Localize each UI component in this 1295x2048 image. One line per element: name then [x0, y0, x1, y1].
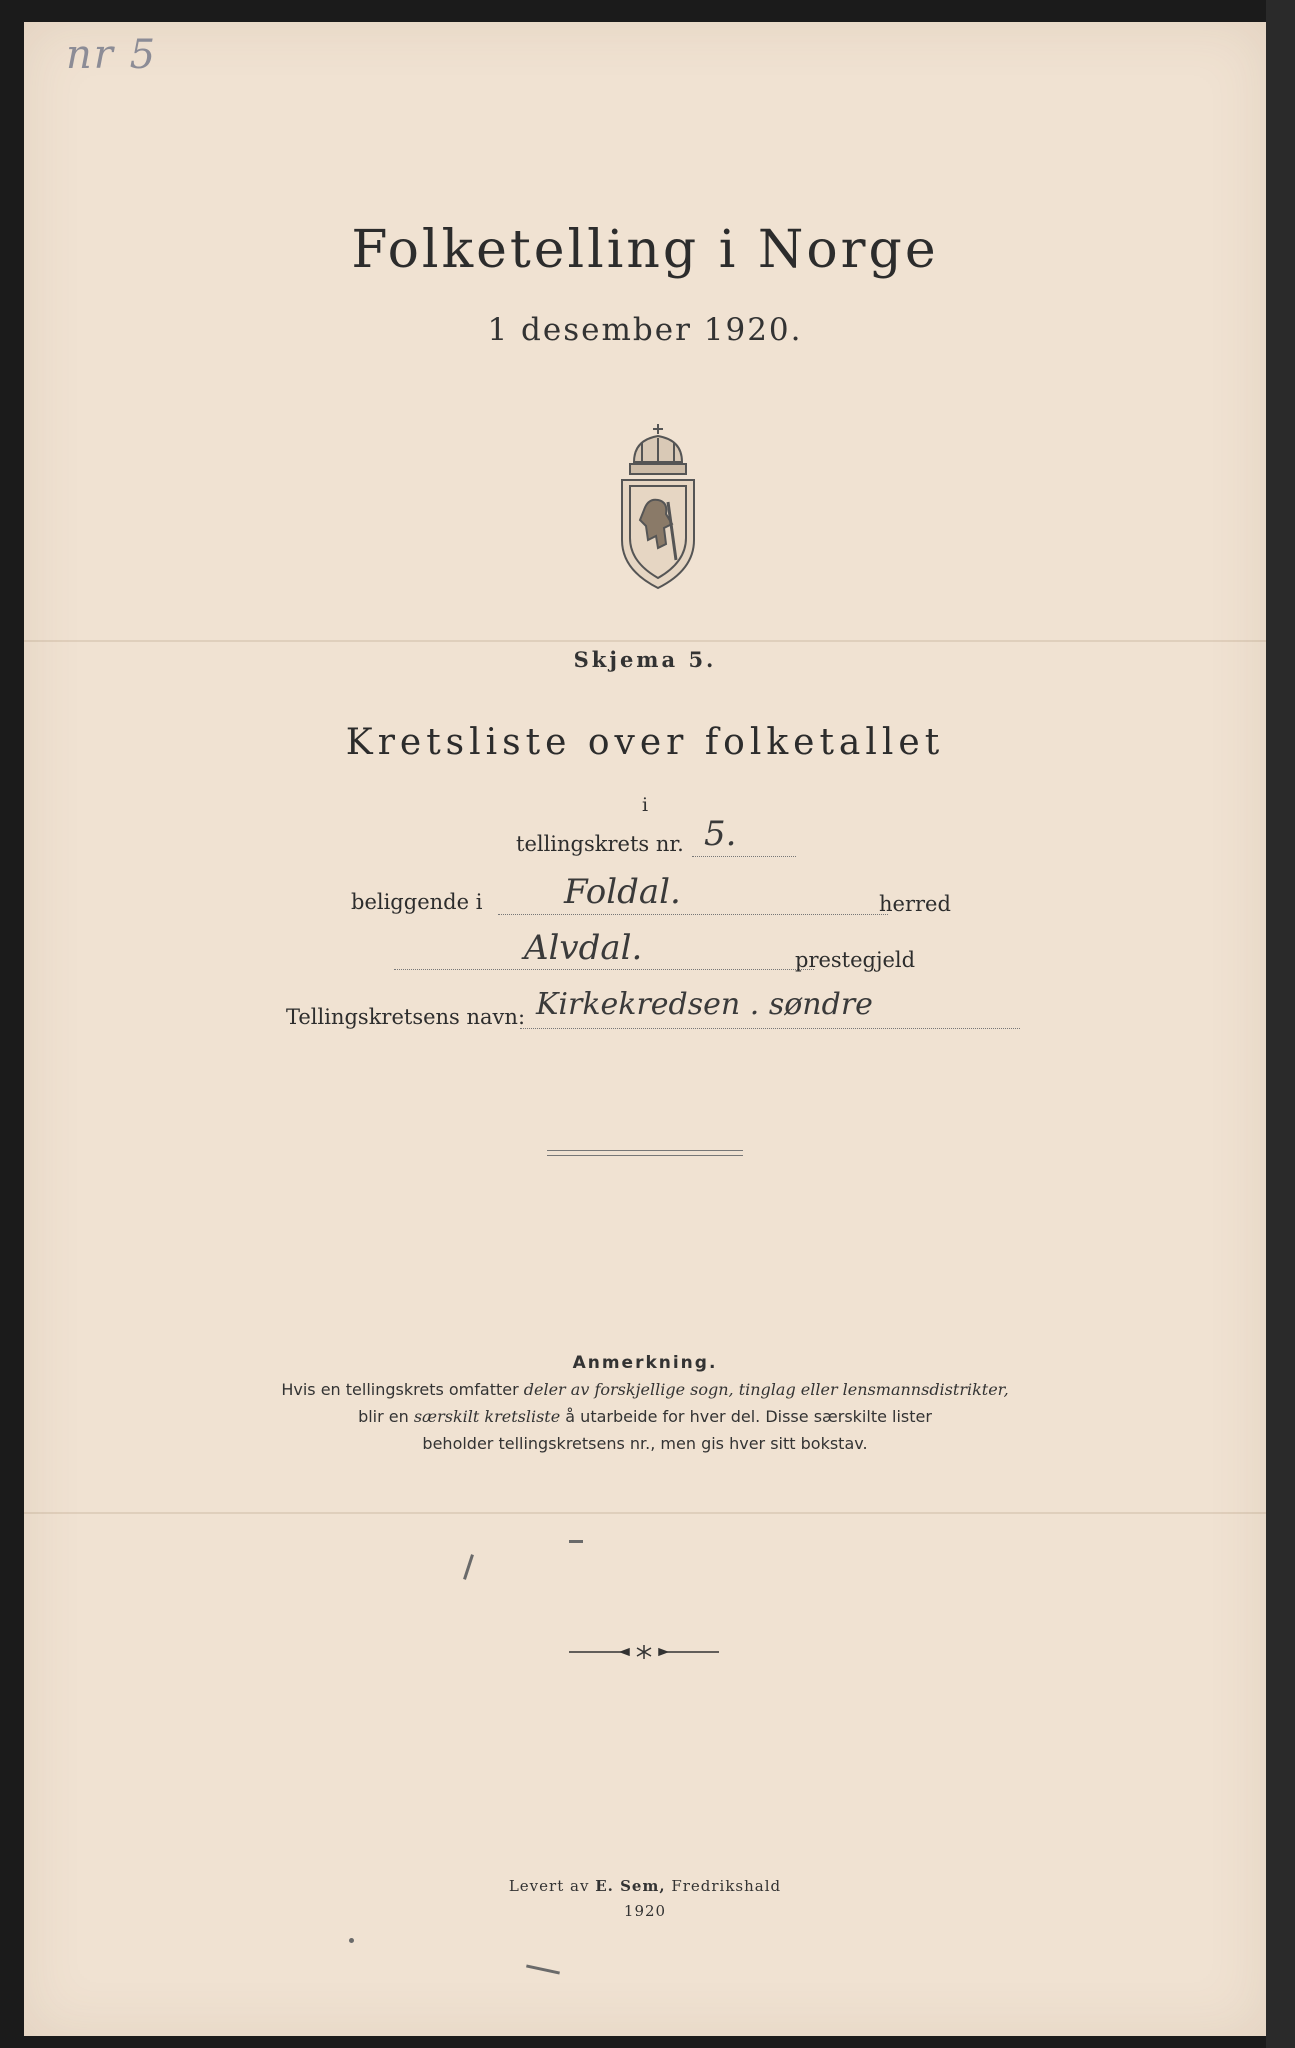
- census-date: 1 desember 1920.: [487, 312, 803, 348]
- census-form-page: [24, 22, 1266, 2036]
- krets-number-line: [692, 856, 796, 857]
- krets-name-value: Kirkekredsen . søndre: [536, 987, 873, 1022]
- corner-handwritten-note: nr 5: [66, 32, 158, 78]
- printer-prefix: Levert av: [508, 1877, 596, 1895]
- form-title: Folketelling i Norge: [351, 220, 939, 280]
- paper-fold: [24, 640, 1266, 642]
- schema-number: Skjema 5.: [573, 647, 717, 672]
- krets-name-label: Tellingskretsens navn:: [286, 1005, 526, 1029]
- krets-name-line: [520, 1028, 1020, 1029]
- herred-value: Foldal.: [564, 872, 681, 912]
- paper-fold: [24, 1512, 1266, 1514]
- remark-heading: Anmerkning.: [572, 1353, 718, 1373]
- prestegjeld-line: [394, 969, 814, 970]
- remark-line-2: [24, 1407, 1266, 1426]
- print-year: 1920: [623, 1902, 667, 1920]
- remark-emphasis: deler av forskjellige sogn, tinglag eller lensmannsdistrikter,: [523, 1380, 1009, 1399]
- remark-line-1: [24, 1380, 1266, 1399]
- ink-spot: [349, 1938, 354, 1943]
- printer-credit: [24, 1877, 1266, 1895]
- pencil-mark: [463, 1554, 474, 1580]
- section-divider: [547, 1150, 743, 1156]
- pencil-mark: [526, 1964, 560, 1974]
- connector-word: i: [641, 794, 649, 816]
- krets-number-value: 5.: [704, 814, 737, 854]
- remark-emphasis: særskilt kretsliste: [413, 1407, 561, 1426]
- remark-line-3: beholder tellingskretsens nr., men gis hver sitt bokstav.: [422, 1434, 868, 1453]
- herred-label: herred: [879, 892, 951, 916]
- printer-name: E. Sem,: [595, 1877, 666, 1895]
- form-subtitle: Kretsliste over folketallet: [345, 722, 945, 763]
- beliggende-label: beliggende i: [351, 890, 483, 914]
- coat-of-arms-icon: [612, 420, 704, 592]
- ornament-divider-icon: [569, 1642, 719, 1662]
- herred-line: [498, 914, 888, 915]
- prestegjeld-value: Alvdal.: [524, 928, 643, 968]
- prestegjeld-label: prestegjeld: [795, 948, 916, 972]
- krets-number-label: tellingskrets nr.: [516, 832, 684, 856]
- remark-text: å utarbeide for hver del. Disse særskilte lister: [560, 1407, 932, 1426]
- remark-text: blir en: [358, 1407, 414, 1426]
- remark-text: Hvis en tellingskrets omfatter: [281, 1380, 524, 1399]
- pencil-mark: [569, 1540, 583, 1543]
- printer-place: Fredrikshald: [665, 1877, 782, 1895]
- scan-edge: [1266, 0, 1295, 2048]
